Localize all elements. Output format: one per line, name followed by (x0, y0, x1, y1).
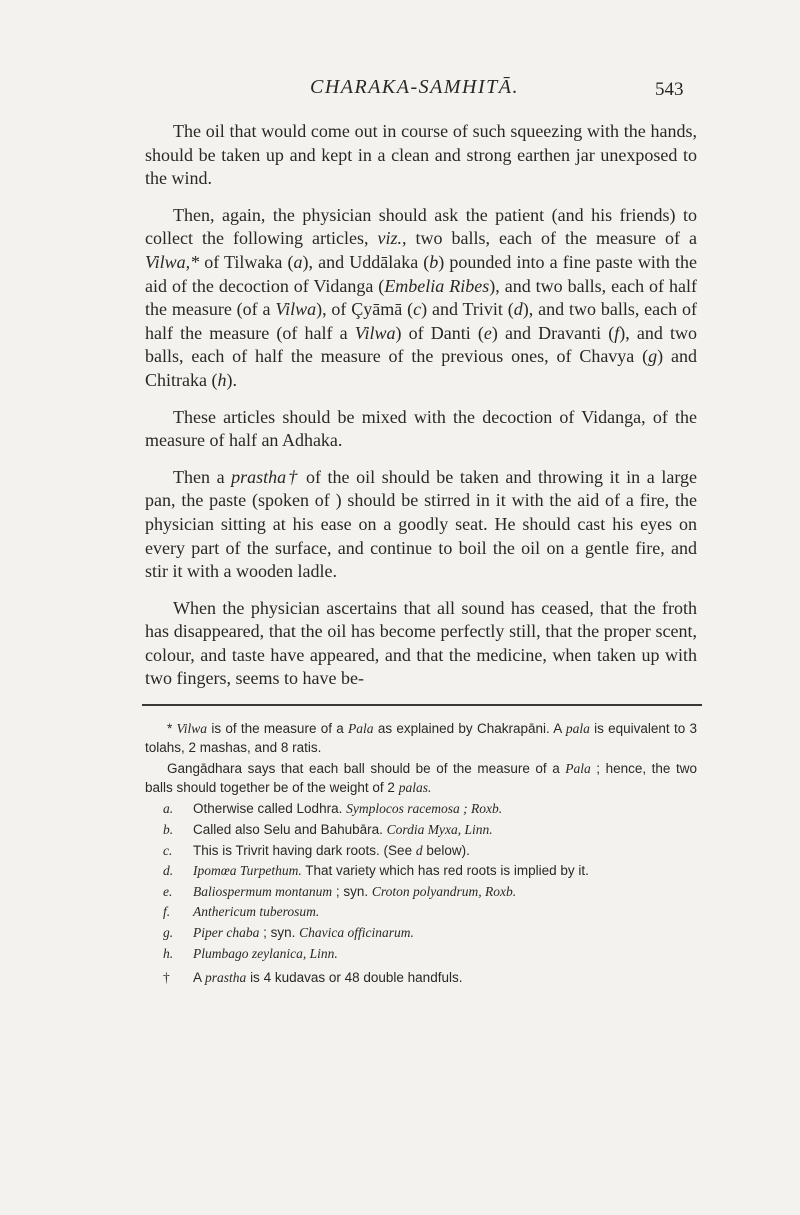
footnote-item: e. Baliospermum montanum ; syn. Croton polyandrum, Roxb. (163, 883, 517, 899)
footnote-item: g. Piper chaba ; syn. Chavica officinarum. (163, 924, 414, 940)
paragraph-5: When the physician ascertains that all sound has ceased, that the froth has disappeared, that the oil has become perfectly still, that the proper scent, colour, and taste have appeared, and that the medicine, when taken up with two fingers, seems to have be- (145, 597, 697, 689)
footnote-star: * Vilwa is of the measure of a Pala as explained by Chakrapāni. A pala is equivalent to 3 tolahs, 2 mashas, and 8 ratis. (145, 721, 697, 755)
footnote-item: b. Called also Selu and Bahubāra. Cordia Myxa, Linn. (163, 821, 493, 837)
footnote-divider (142, 704, 702, 706)
page-number: 543 (655, 79, 684, 100)
footnote-item: d. Ipomœa Turpethum. That variety which has red roots is implied by it. (163, 863, 589, 879)
paragraph-1: The oil that would come out in course of such squeezing with the hands, should be taken up and kept in a clean and strong earthen jar unexposed to the wind. (145, 121, 697, 189)
footnotes (145, 720, 697, 990)
paragraph-3: These articles should be mixed with the decoction of Vidanga, of the measure of half an Adhaka. (145, 406, 697, 451)
paragraph-4: Then a prastha† of the oil should be taken and throwing it in a large pan, the paste (spoken of ) should be stirred in it with the aid of a fire, the physician sitting at his ease on a goodly seat. He should cast his eyes on every part of the surface, and continue to boil the oil on a gentle fire, and stir it with a wooden ladle. (145, 466, 697, 582)
running-title: CHARAKA-SAMHITĀ. (310, 76, 519, 98)
footnote-dagger: † A prastha is 4 kudavas or 48 double handfuls. (163, 970, 463, 986)
running-head (0, 76, 800, 106)
paragraph-2: Then, again, the physician should ask the patient (and his friends) to collect the following articles, viz., two balls, each of the measure of a Vilwa,* of Tilwaka (a), and Uddālaka (b) pounded into a fine paste with the aid of the decoction of Vidanga (Embelia Ribes), and two balls, each of half the measure (of a Vilwa), of Çyāmā (c) and Trivit (d), and two balls, each of half the measure (of half a Vilwa) of Danti (e) and Dravanti (f), and two balls, each of half the measure of the previous ones, of Chavya (g) and Chitraka (h). (145, 204, 698, 390)
body-text (145, 120, 697, 691)
footnote-item: a. Otherwise called Lodhra. Symplocos racemosa ; Roxb. (163, 801, 503, 817)
footnote-item: f. Anthericum tuberosum. (163, 904, 320, 920)
footnote-item: h. Plumbago zeylanica, Linn. (163, 945, 338, 961)
footnote-item: c. This is Trivrit having dark roots. (See d below). (163, 842, 470, 858)
footnote-gangadhara: Gangādhara says that each ball should be of the measure of a Pala ; hence, the two balls should together be of the weight of 2 palas. (145, 761, 697, 795)
